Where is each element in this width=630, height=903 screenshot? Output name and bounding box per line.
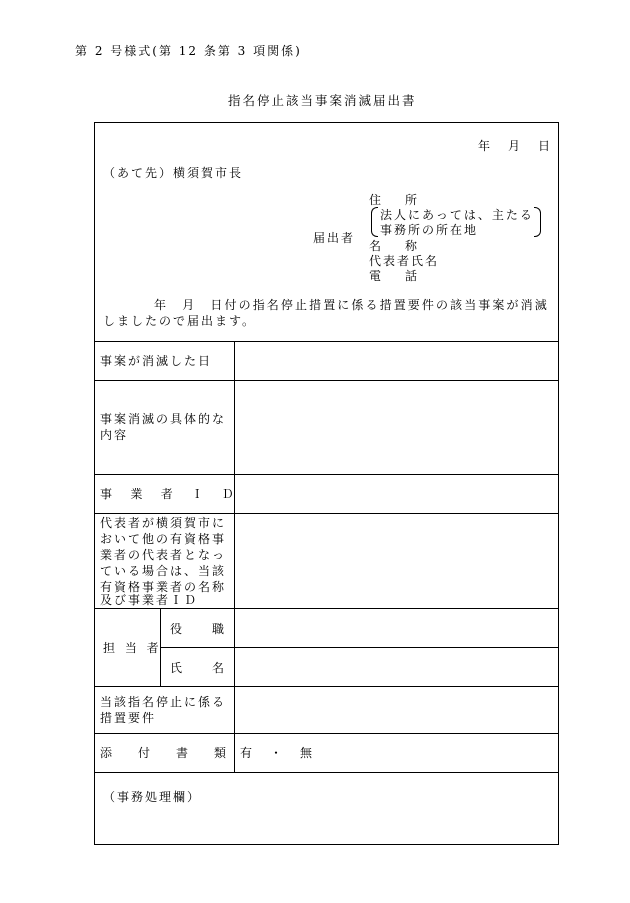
address-label: 住 所 <box>369 193 418 207</box>
applicant-label: 届出者 <box>313 231 356 245</box>
details-label-2: 内容 <box>100 428 129 442</box>
other-label-6: 及び事業者ＩＤ <box>100 593 199 607</box>
business-id-value[interactable] <box>236 475 558 512</box>
name-value[interactable] <box>236 648 558 685</box>
vanished-date-label: 事案が消滅した日 <box>100 354 213 368</box>
representative-label: 代表者氏名 <box>369 254 440 268</box>
form-number: 第 2 号様式(第 12 条第 3 項関係) <box>75 44 302 58</box>
address-note-open-bracket <box>371 207 378 237</box>
other-label-1: 代表者が横須賀市に <box>100 516 227 530</box>
position-label: 役 職 <box>170 622 227 636</box>
statement-line-2: しましたので届出ます。 <box>103 314 257 328</box>
vanished-date-value[interactable] <box>236 342 558 379</box>
address-note-line-2: 事務所の所在地 <box>380 223 479 237</box>
other-label-5: 有資格事業者の名称 <box>100 580 227 594</box>
person-in-charge-label: 担 当 者 <box>103 641 162 655</box>
other-label-4: ている場合は、当該 <box>100 564 227 578</box>
requirement-label-2: 措置要件 <box>100 711 157 725</box>
company-name-label: 名 称 <box>369 239 418 253</box>
other-label-3: 業者の代表者となっ <box>100 548 227 562</box>
document-title: 指名停止該当事案消滅届出書 <box>228 93 417 108</box>
row-divider <box>94 733 559 734</box>
other-value[interactable] <box>236 514 558 607</box>
details-label-1: 事案消滅の具体的な <box>100 412 227 426</box>
requirement-label-1: 当該指名停止に係る <box>100 695 227 709</box>
office-use-area[interactable] <box>95 773 558 844</box>
other-label-2: おいて他の有資格事 <box>100 532 227 546</box>
business-id-label: 事 業 者 Ｉ Ｄ <box>100 487 237 501</box>
requirement-value[interactable] <box>236 687 558 732</box>
address-note-line-1: 法人にあっては、主たる <box>380 208 534 222</box>
details-value[interactable] <box>236 381 558 473</box>
statement-line-1: 年 月 日付の指名停止措置に係る措置要件の該当事案が消滅 <box>154 298 549 312</box>
phone-label: 電 話 <box>369 269 418 283</box>
position-value[interactable] <box>236 609 558 646</box>
date-line: 年 月 日 <box>478 139 554 153</box>
column-divider <box>234 341 235 772</box>
name-label: 氏 名 <box>170 661 227 675</box>
attachments-value[interactable]: 有 ・ 無 <box>240 746 316 760</box>
address-note-close-bracket <box>534 207 541 237</box>
addressee: （あて先）横須賀市長 <box>103 166 244 180</box>
office-use-label: （事務処理欄） <box>103 790 202 804</box>
attachments-label: 添 付 書 類 <box>100 746 234 760</box>
